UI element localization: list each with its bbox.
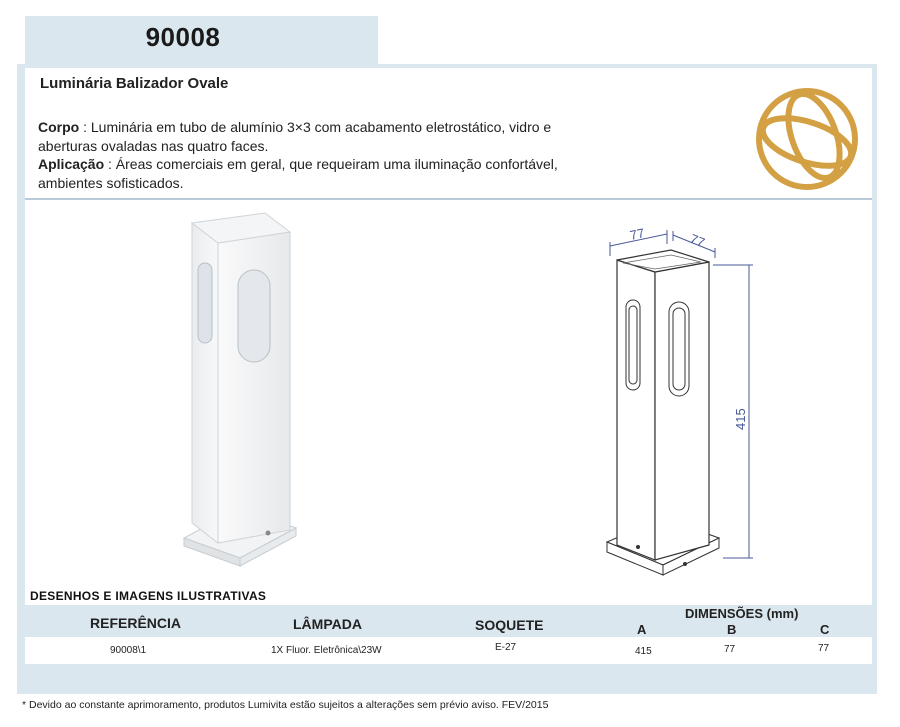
cell-lampada: 1X Fluor. Eletrônica\23W xyxy=(271,645,382,656)
table-row xyxy=(25,637,872,664)
dim-depth-label: 77 xyxy=(687,230,707,251)
header-dim-c: C xyxy=(820,622,830,637)
header-lampada: LÂMPADA xyxy=(293,616,362,632)
table-header xyxy=(25,608,872,636)
product-photo xyxy=(170,208,320,573)
cell-dim-c: 77 xyxy=(818,643,830,654)
dim-width-label: 77 xyxy=(628,225,646,243)
product-description xyxy=(38,118,598,192)
section-label: DESENHOS E IMAGENS ILUSTRATIVAS xyxy=(30,589,267,603)
header-dim-a: A xyxy=(637,622,647,637)
header-divider xyxy=(25,198,872,200)
corpo-label: Corpo xyxy=(38,119,80,135)
cell-soquete: E-27 xyxy=(495,642,517,653)
header-dim-b: B xyxy=(727,622,737,637)
cell-dim-b: 77 xyxy=(724,644,736,655)
technical-drawing xyxy=(595,220,760,590)
aplicacao-text: : Áreas comerciais em geral, que requeiram uma iluminação confortável, ambientes sofisticados. xyxy=(38,156,558,191)
dim-height-label: 415 xyxy=(733,408,748,430)
product-code: 90008 xyxy=(145,22,221,52)
cell-referencia: 90008\1 xyxy=(110,645,147,656)
corpo-paragraph xyxy=(38,118,598,155)
corpo-text: : Luminária em tubo de alumínio 3×3 com acabamento eletrostático, vidro e aberturas ovaladas nas quatro faces. xyxy=(38,119,552,154)
footer-disclaimer: * Devido ao constante aprimoramento, produtos Lumivita estão sujeitos a alterações sem prévio aviso. FEV/2015 xyxy=(22,699,549,711)
header-dimensoes: DIMENSÕES (mm) xyxy=(685,606,799,621)
header-soquete: SOQUETE xyxy=(475,617,544,633)
aplicacao-paragraph xyxy=(38,155,598,192)
cell-dim-a: 415 xyxy=(635,646,652,657)
lumivita-globe-logo xyxy=(752,84,862,194)
aplicacao-label: Aplicação xyxy=(38,156,105,172)
product-title: Luminária Balizador Ovale xyxy=(40,75,229,92)
header-referencia: REFERÊNCIA xyxy=(90,615,182,631)
